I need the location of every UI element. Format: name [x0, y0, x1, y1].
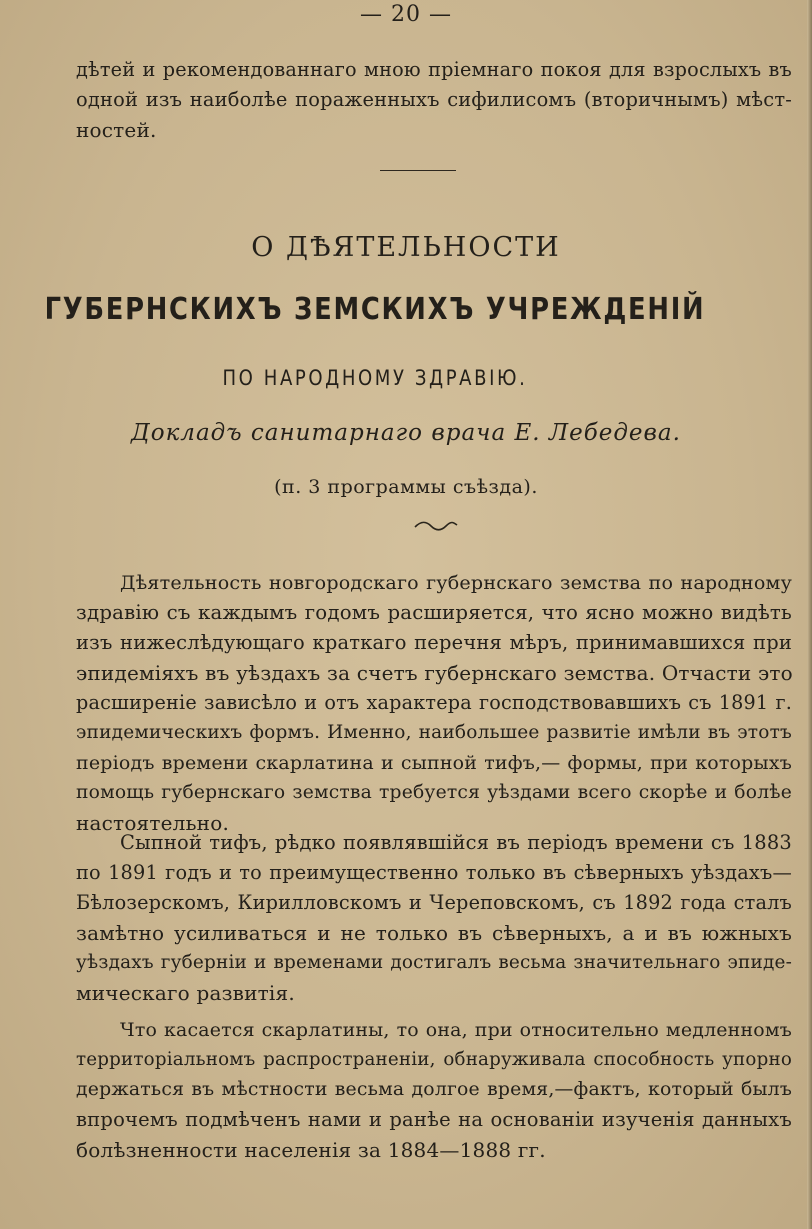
- text-line: ностей.: [76, 118, 157, 142]
- text-line: по 1891 годъ и то преимущественно только въ сѣверныхъ уѣздахъ—: [76, 861, 792, 884]
- text-line: дѣтей и рекомендованнаго мною пріемнаго покоя для взрослыхъ въ: [76, 58, 792, 81]
- text-line: настоятельно.: [76, 811, 230, 835]
- text-line: Сыпной тифъ, рѣдко появлявшійся въ періодъ времени съ 1883: [120, 831, 792, 854]
- section-divider: [380, 170, 456, 171]
- text-line: расширеніе зависѣло и отъ характера господствовавшихъ съ 1891 г.: [76, 691, 792, 714]
- page-edge-shadow: [807, 0, 812, 1229]
- body-paragraph-2: [76, 828, 792, 1008]
- text-line: мическаго развитія.: [76, 981, 295, 1005]
- body-paragraph-1: [76, 568, 792, 838]
- text-line: болѣзненности населенія за 1884—1888 гг.: [76, 1138, 546, 1162]
- text-line: здравію съ каждымъ годомъ расширяется, что ясно можно видѣть: [76, 601, 792, 624]
- text-line: уѣздахъ губерніи и временами достигалъ весьма значительнаго эпиде-: [76, 952, 792, 973]
- text-line: эпидеміяхъ въ уѣздахъ за счетъ губернскаго земства. Отчасти это: [76, 661, 793, 685]
- text-line: Бѣлозерскомъ, Кирилловскомъ и Череповскомъ, съ 1892 года сталъ: [76, 891, 792, 914]
- heading-line-3: ПО НАРОДНОМУ ЗДРАВІЮ.: [222, 366, 528, 390]
- text-line: одной изъ наиболѣе пораженныхъ сифилисомъ (вторичнымъ) мѣст-: [76, 88, 792, 111]
- body-paragraph-3: [76, 1015, 792, 1165]
- text-line: Что касается скарлатины, то она, при относительно медленномъ: [120, 1019, 792, 1041]
- heading-line-1: О ДѢЯТЕЛЬНОСТИ: [251, 232, 561, 263]
- author-line: Докладъ санитарнаго врача Е. Лебедева.: [131, 420, 681, 446]
- text-line: впрочемъ подмѣченъ нами и ранѣе на основаніи изученія данныхъ: [76, 1108, 792, 1131]
- program-reference: (п. 3 программы съѣзда).: [274, 476, 538, 498]
- text-line: держаться въ мѣстности весьма долгое время,—фактъ, который былъ: [76, 1079, 792, 1100]
- text-line: періодъ времени скарлатина и сыпной тифъ,— формы, при которыхъ: [76, 752, 792, 774]
- text-line: замѣтно усиливаться и не только въ сѣверныхъ, а и въ южныхъ: [76, 921, 792, 945]
- heading-line-2: ГУБЕРНСКИХЪ ЗЕМСКИХЪ УЧРЕЖДЕНІЙ: [44, 292, 706, 327]
- tilde-ornament: [413, 518, 459, 532]
- text-line: изъ нижеслѣдующаго краткаго перечня мѣръ, принимавшихся при: [76, 631, 792, 654]
- text-line: эпидемическихъ формъ. Именно, наибольшее развитіе имѣли въ этотъ: [76, 722, 792, 743]
- text-line: помощь губернскаго земства требуется уѣздами всего скорѣе и болѣе: [76, 782, 792, 803]
- continuation-paragraph: [76, 55, 792, 145]
- text-line: территоріальномъ распространеніи, обнаруживала способность упорно: [76, 1049, 792, 1070]
- page-number: — 20 —: [360, 2, 452, 27]
- text-line: Дѣятельность новгородскаго губернскаго земства по народному: [120, 572, 792, 594]
